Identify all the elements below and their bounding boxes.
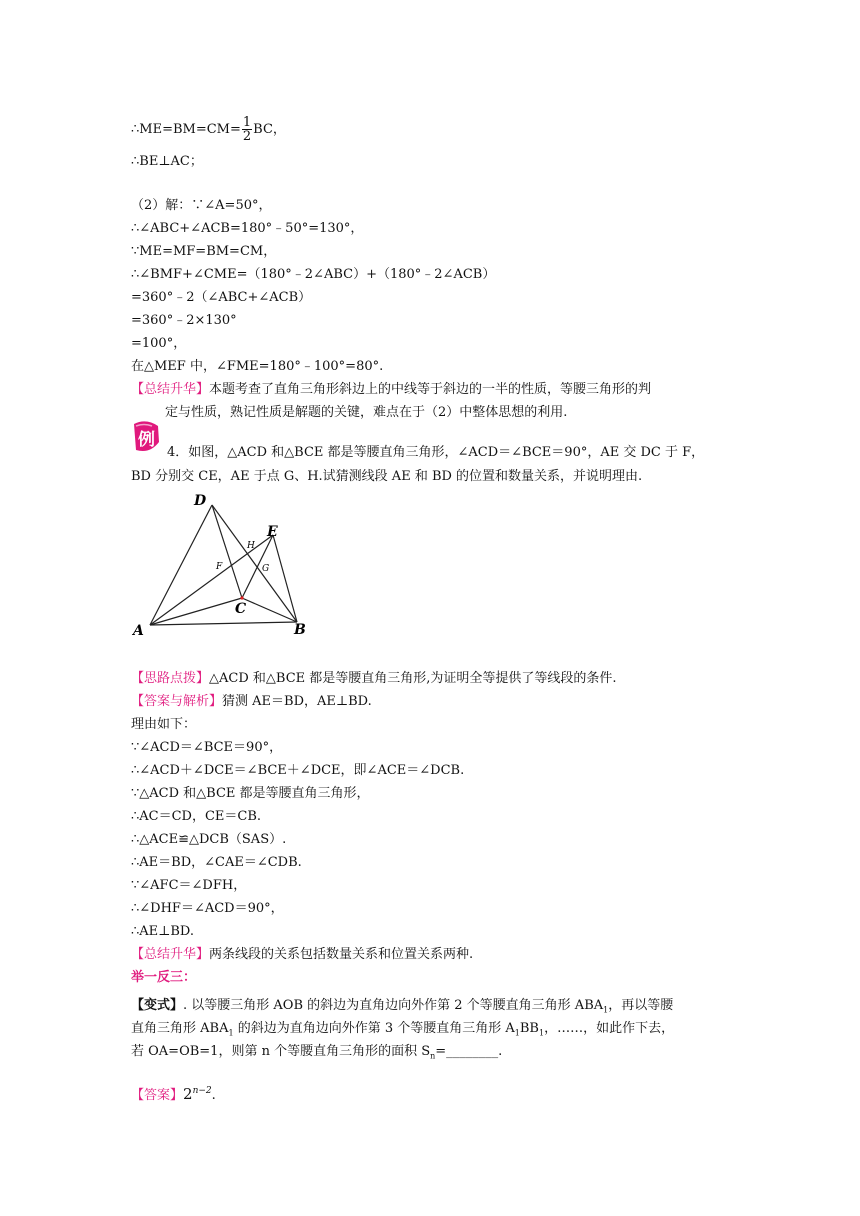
answer-line: [131, 693, 372, 711]
segment-eb: [273, 535, 297, 622]
part2-line-7: =100°，: [131, 336, 187, 351]
figure-svg: [129, 488, 325, 638]
text: ，再以等腰: [608, 998, 674, 1013]
segment-ad: [150, 505, 212, 625]
part2-line-3: ∵ME=MF=BM=CM，: [131, 244, 277, 259]
answer-tag: 【答案】: [131, 1088, 184, 1103]
text: . 以等腰三角形 AOB 的斜边为直角边向外作第 2 个等腰直角三角形 ABA: [183, 998, 604, 1013]
segment-dc: [212, 505, 242, 598]
line-be-perp-ac: ∴BE⊥AC；: [131, 154, 203, 169]
practice-heading: 举一反三：: [131, 970, 197, 985]
practice-line-1: [131, 997, 673, 1020]
text: 本题考查了直角三角形斜边上的中线等于斜边的一半的性质，等腰三角形的判: [209, 382, 652, 397]
text: BC，: [253, 122, 286, 137]
label-c: C: [235, 601, 247, 617]
hint-tag: 【思路点拨】: [131, 671, 210, 686]
proof-line-5: ∴AC＝CD，CE＝CB.: [131, 809, 262, 824]
text: =________.: [435, 1044, 503, 1059]
subscript: n: [430, 1051, 436, 1061]
proof-line-8: ∵∠AFC＝∠DFH，: [131, 878, 247, 893]
text: △ACD 和△BCE 都是等腰直角三角形,为证明全等提供了等线段的条件.: [209, 671, 617, 686]
point-c: [240, 596, 243, 599]
formula-base: 2: [183, 1085, 193, 1103]
segment-ac: [150, 598, 242, 625]
label-d: D: [194, 493, 207, 509]
proof-line-6: ∴△ACE≌△DCB（SAS）.: [131, 832, 287, 847]
label-b: B: [294, 622, 306, 638]
example-badge-icon: [130, 420, 162, 454]
summary-1-line-1: [131, 381, 651, 399]
fraction-numerator: 1: [242, 115, 252, 130]
part2-line-8: 在△MEF 中，∠FME=180°﹣100°=80°.: [131, 359, 384, 374]
practice-line-2: [131, 1020, 674, 1043]
line-me-bm-cm: [131, 116, 286, 143]
subscript: 1: [228, 1028, 234, 1038]
text: BB: [519, 1021, 539, 1036]
summary-tag: 【总结升华】: [131, 382, 210, 397]
formula-exponent: n−2: [192, 1086, 212, 1096]
variant-tag: 【变式】: [131, 998, 184, 1013]
segment-bd: [212, 505, 297, 622]
label-a: A: [133, 623, 144, 638]
text: ，……，如此作下去，: [544, 1021, 675, 1036]
text: 若 OA=OB=1，则第 n 个等腰直角三角形的面积 S: [131, 1044, 431, 1059]
final-answer-line: [131, 1082, 216, 1105]
text: .: [211, 1088, 216, 1103]
hint-line: [131, 670, 617, 688]
subscript: 1: [514, 1028, 520, 1038]
proof-line-7: ∴AE＝BD，∠CAE＝∠CDB.: [131, 855, 302, 870]
summary-tag: 【总结升华】: [131, 947, 210, 962]
part2-line-1: （2）解：∵∠A=50°，: [131, 198, 272, 213]
proof-line-1: 理由如下：: [131, 717, 197, 732]
part2-line-4: ∴∠BMF+∠CME=（180°﹣2∠ABC）+（180°﹣2∠ACB）: [131, 267, 496, 282]
summary-1-line-2: 定与性质，熟记性质是解题的关键，难点在于（2）中整体思想的利用.: [165, 405, 568, 420]
geometry-figure: [129, 488, 325, 638]
label-g: G: [262, 564, 270, 574]
example-line-1: 4．如图，△ACD 和△BCE 都是等腰直角三角形，∠ACD＝∠BCE＝90°，AE 交 DC 于 F，: [167, 445, 705, 460]
proof-line-9: ∴∠DHF＝∠ACD＝90°，: [131, 901, 284, 916]
label-e: E: [267, 524, 278, 540]
proof-line-4: ∵△ACD 和△BCE 都是等腰直角三角形，: [131, 786, 370, 801]
text: ∴ME=BM=CM=: [131, 122, 241, 137]
example-line-2: BD 分别交 CE，AE 于点 G、H.试猜测线段 AE 和 BD 的位置和数量关系，并说明理由.: [131, 469, 643, 484]
part2-line-6: =360°﹣2×130°: [131, 313, 237, 328]
fraction-one-half: [242, 116, 252, 143]
proof-line-10: ∴AE⊥BD.: [131, 924, 195, 939]
part2-line-2: ∴∠ABC+∠ACB=180°﹣50°=130°，: [131, 221, 364, 236]
subscript: 1: [538, 1028, 545, 1038]
example-badge-text: 例: [138, 430, 155, 450]
practice-line-3: [131, 1043, 502, 1066]
segment-ab: [150, 622, 297, 625]
summary-2-line: [131, 946, 473, 964]
proof-line-3: ∴∠ACD＋∠DCE＝∠BCE＋∠DCE，即∠ACE＝∠DCB.: [131, 763, 465, 778]
label-f: F: [216, 562, 223, 572]
text: 两条线段的关系包括数量关系和位置关系两种.: [209, 947, 474, 962]
text: 直角三角形 ABA: [131, 1021, 229, 1036]
fraction-denominator: 2: [242, 129, 252, 144]
text: 猜测 AE＝BD，AE⊥BD.: [222, 694, 372, 709]
subscript: 1: [603, 1005, 609, 1015]
answer-tag: 【答案与解析】: [131, 694, 223, 709]
answer-formula: [183, 1085, 212, 1103]
text: 的斜边为直角边向外作第 3 个等腰直角三角形 A: [233, 1021, 515, 1036]
part2-line-5: =360°﹣2（∠ABC+∠ACB）: [131, 290, 312, 305]
label-h: H: [247, 541, 255, 551]
proof-line-2: ∵∠ACD＝∠BCE＝90°，: [131, 740, 283, 755]
